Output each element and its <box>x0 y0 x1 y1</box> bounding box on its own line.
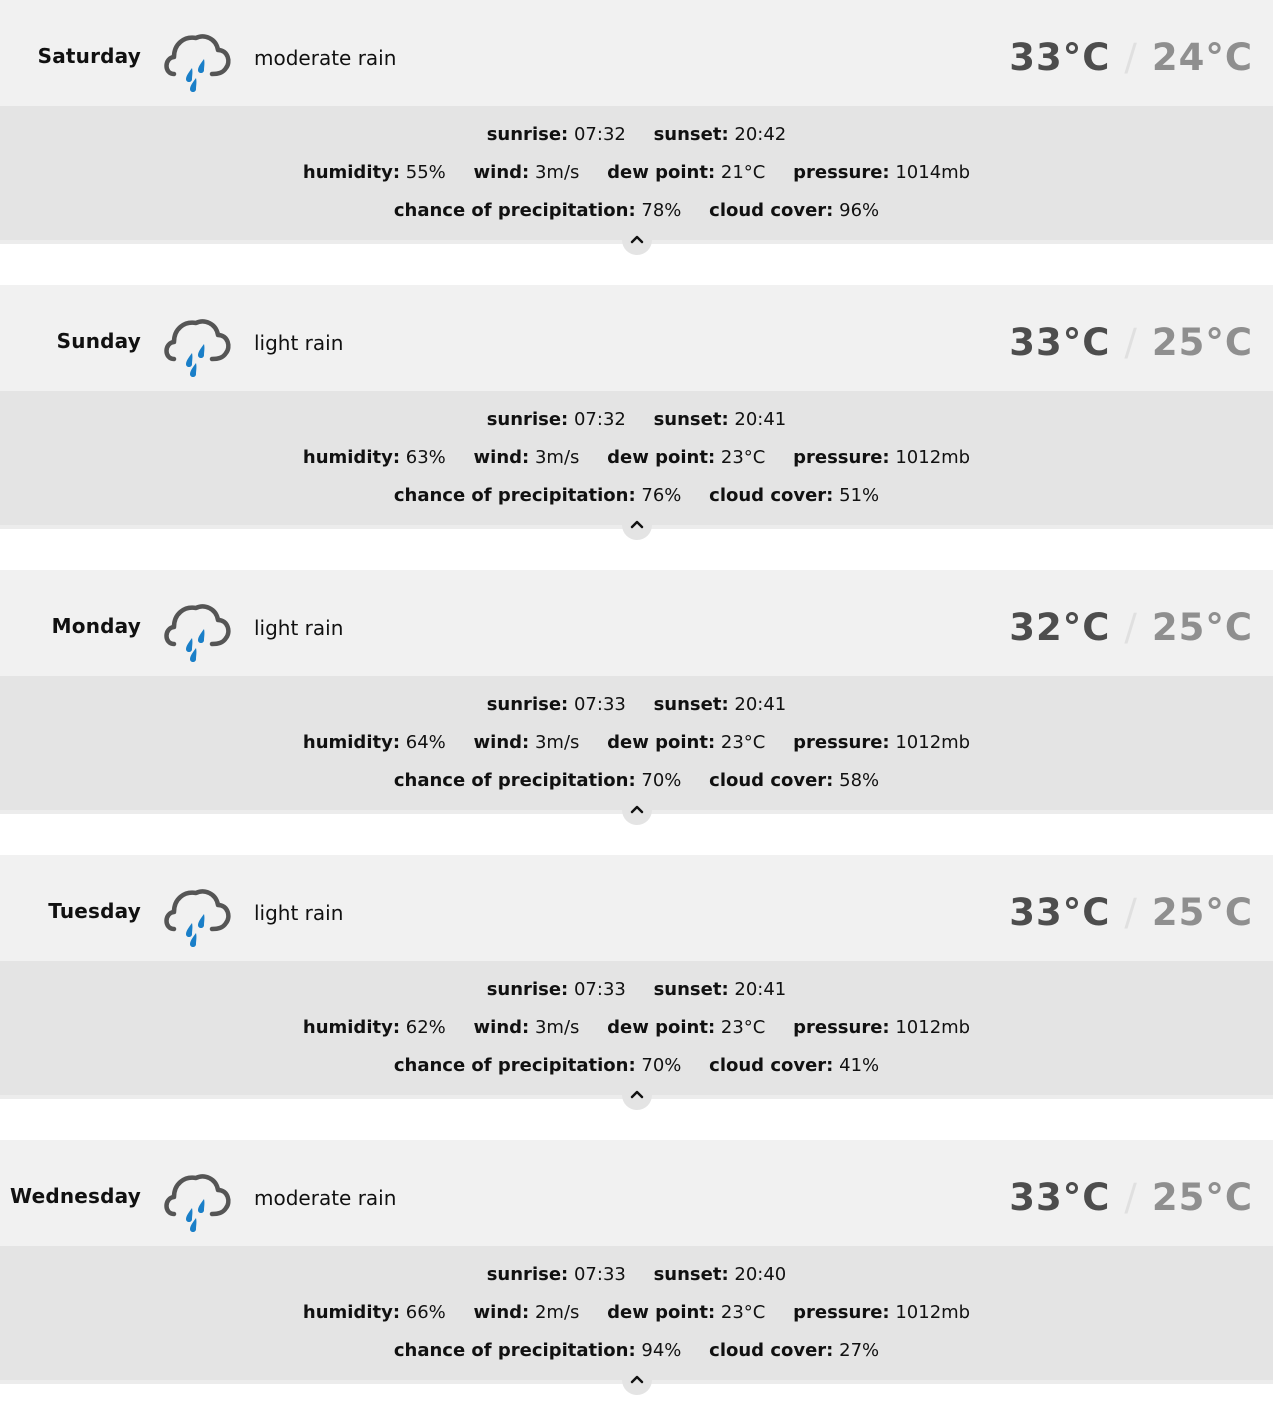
cloud-cover-label: cloud cover: <box>709 1055 834 1076</box>
sunset <box>654 979 787 1000</box>
rain-cloud-icon <box>160 883 234 949</box>
day-forecast <box>0 855 1273 1140</box>
cloud-cover-value: 96% <box>839 200 880 221</box>
collapse-toggle-button[interactable] <box>622 229 652 255</box>
humidity-value: 64% <box>405 732 446 753</box>
wind-label: wind: <box>473 162 530 183</box>
dew-point <box>607 1302 765 1323</box>
dew-point <box>607 162 765 183</box>
temp-separator: / <box>1124 321 1138 364</box>
chevron-up-icon <box>629 1373 645 1385</box>
sunrise <box>487 409 626 430</box>
cloud-cover-label: cloud cover: <box>709 485 834 506</box>
temp-high: 33°C <box>1009 1176 1111 1219</box>
precipitation-label: chance of precipitation: <box>393 485 636 506</box>
pressure-value: 1014mb <box>895 162 971 183</box>
details-row-precip <box>0 1055 1273 1076</box>
day-details <box>0 1246 1273 1384</box>
temp-separator: / <box>1124 1176 1138 1219</box>
details-row-sun <box>0 979 1273 1000</box>
sunset <box>654 409 787 430</box>
precipitation-chance <box>394 200 682 221</box>
collapse-toggle-button[interactable] <box>622 1369 652 1395</box>
collapse-toggle-button[interactable] <box>622 799 652 825</box>
humidity <box>303 732 446 753</box>
sunset-label: sunset: <box>653 979 729 1000</box>
sunrise-label: sunrise: <box>486 124 569 145</box>
sunrise <box>487 124 626 145</box>
cloud-cover-value: 41% <box>839 1055 880 1076</box>
details-row-sun <box>0 1264 1273 1285</box>
sunset-value: 20:41 <box>734 409 787 430</box>
sunrise <box>487 979 626 1000</box>
sunrise-label: sunrise: <box>486 694 569 715</box>
day-name: Monday <box>51 614 141 638</box>
pressure-value: 1012mb <box>895 1017 971 1038</box>
dew-point-value: 23°C <box>720 732 766 753</box>
day-details <box>0 961 1273 1099</box>
temp-low: 25°C <box>1151 606 1253 649</box>
wind <box>474 732 580 753</box>
day-name: Saturday <box>37 44 141 68</box>
temp-high: 33°C <box>1009 36 1111 79</box>
day-summary[interactable] <box>0 1140 1273 1246</box>
wind-label: wind: <box>473 1017 530 1038</box>
condition-text: light rain <box>254 331 344 355</box>
wind-label: wind: <box>473 732 530 753</box>
rain-cloud-icon <box>160 28 234 94</box>
sunset-label: sunset: <box>653 409 729 430</box>
temp-low: 24°C <box>1151 36 1253 79</box>
pressure-value: 1012mb <box>895 1302 971 1323</box>
details-row-sun <box>0 124 1273 145</box>
temperature-range <box>1009 1176 1253 1219</box>
cloud-cover-value: 51% <box>839 485 880 506</box>
precipitation-label: chance of precipitation: <box>393 1340 636 1361</box>
wind-value: 3m/s <box>534 162 580 183</box>
temperature-range <box>1009 891 1253 934</box>
sunrise-label: sunrise: <box>486 409 569 430</box>
sunset-value: 20:42 <box>734 124 787 145</box>
humidity-value: 62% <box>405 1017 446 1038</box>
collapse-toggle-button[interactable] <box>622 1084 652 1110</box>
humidity-label: humidity: <box>302 447 401 468</box>
humidity-value: 55% <box>405 162 446 183</box>
precipitation-value: 76% <box>641 485 682 506</box>
temp-low: 25°C <box>1151 321 1253 364</box>
temp-separator: / <box>1124 606 1138 649</box>
day-name: Tuesday <box>48 899 141 923</box>
wind <box>474 1017 580 1038</box>
cloud-cover-label: cloud cover: <box>709 770 834 791</box>
precipitation-label: chance of precipitation: <box>393 770 636 791</box>
day-name: Sunday <box>56 329 141 353</box>
cloud-cover <box>709 485 879 506</box>
sunrise-label: sunrise: <box>486 1264 569 1285</box>
temp-high: 33°C <box>1009 891 1111 934</box>
humidity-label: humidity: <box>302 732 401 753</box>
pressure-label: pressure: <box>793 1017 890 1038</box>
collapse-toggle-button[interactable] <box>622 514 652 540</box>
condition-text: moderate rain <box>254 46 397 70</box>
wind-value: 3m/s <box>534 732 580 753</box>
precipitation-chance <box>394 485 682 506</box>
pressure <box>793 732 970 753</box>
temp-high: 33°C <box>1009 321 1111 364</box>
humidity-label: humidity: <box>302 162 401 183</box>
condition-text: moderate rain <box>254 1186 397 1210</box>
day-summary[interactable] <box>0 570 1273 676</box>
humidity-label: humidity: <box>302 1302 401 1323</box>
wind-label: wind: <box>473 1302 530 1323</box>
temp-low: 25°C <box>1151 1176 1253 1219</box>
wind <box>474 1302 580 1323</box>
day-forecast <box>0 0 1273 285</box>
details-row-conditions <box>0 1017 1273 1038</box>
humidity-value: 63% <box>405 447 446 468</box>
precipitation-chance <box>394 1340 682 1361</box>
sunset <box>654 1264 787 1285</box>
details-row-conditions <box>0 447 1273 468</box>
precipitation-chance <box>394 770 682 791</box>
temp-separator: / <box>1124 36 1138 79</box>
day-summary[interactable] <box>0 285 1273 391</box>
sunrise-value: 07:33 <box>573 979 626 1000</box>
precipitation-chance <box>394 1055 682 1076</box>
details-row-precip <box>0 485 1273 506</box>
rain-cloud-icon <box>160 598 234 664</box>
wind <box>474 162 580 183</box>
temp-high: 32°C <box>1009 606 1111 649</box>
day-name: Wednesday <box>10 1184 141 1208</box>
precipitation-value: 78% <box>641 200 682 221</box>
sunrise-value: 07:32 <box>573 124 626 145</box>
rain-cloud-icon <box>160 1168 234 1234</box>
sunset <box>654 694 787 715</box>
cloud-cover <box>709 1340 879 1361</box>
precipitation-label: chance of precipitation: <box>393 1055 636 1076</box>
dew-point-value: 21°C <box>720 162 766 183</box>
humidity-label: humidity: <box>302 1017 401 1038</box>
dew-point-value: 23°C <box>720 1302 766 1323</box>
dew-point-label: dew point: <box>607 162 716 183</box>
precipitation-value: 70% <box>641 770 682 791</box>
day-details <box>0 106 1273 244</box>
chevron-up-icon <box>629 1088 645 1100</box>
pressure-value: 1012mb <box>895 732 971 753</box>
sunrise-label: sunrise: <box>486 979 569 1000</box>
cloud-cover-value: 58% <box>839 770 880 791</box>
wind-value: 3m/s <box>534 1017 580 1038</box>
pressure-label: pressure: <box>793 732 890 753</box>
dew-point-label: dew point: <box>607 447 716 468</box>
pressure <box>793 1017 970 1038</box>
wind-value: 2m/s <box>534 1302 580 1323</box>
cloud-cover-label: cloud cover: <box>709 200 834 221</box>
pressure <box>793 162 970 183</box>
pressure <box>793 447 970 468</box>
details-row-conditions <box>0 1302 1273 1323</box>
sunset-value: 20:41 <box>734 979 787 1000</box>
sunrise-value: 07:32 <box>573 409 626 430</box>
wind <box>474 447 580 468</box>
precipitation-value: 70% <box>641 1055 682 1076</box>
humidity <box>303 162 446 183</box>
details-row-sun <box>0 409 1273 430</box>
dew-point-value: 23°C <box>720 1017 766 1038</box>
day-forecast <box>0 285 1273 570</box>
dew-point-label: dew point: <box>607 732 716 753</box>
sunrise-value: 07:33 <box>573 1264 626 1285</box>
temperature-range <box>1009 321 1253 364</box>
chevron-up-icon <box>629 803 645 815</box>
temp-separator: / <box>1124 891 1138 934</box>
details-row-precip <box>0 200 1273 221</box>
cloud-cover <box>709 770 879 791</box>
sunrise <box>487 694 626 715</box>
dew-point <box>607 732 765 753</box>
details-row-precip <box>0 770 1273 791</box>
cloud-cover <box>709 1055 879 1076</box>
day-forecast <box>0 1140 1273 1425</box>
day-summary[interactable] <box>0 0 1273 106</box>
dew-point-label: dew point: <box>607 1017 716 1038</box>
details-row-conditions <box>0 162 1273 183</box>
precipitation-label: chance of precipitation: <box>393 200 636 221</box>
dew-point <box>607 1017 765 1038</box>
dew-point-value: 23°C <box>720 447 766 468</box>
humidity <box>303 1302 446 1323</box>
details-row-conditions <box>0 732 1273 753</box>
precipitation-value: 94% <box>641 1340 682 1361</box>
sunset-value: 20:40 <box>734 1264 787 1285</box>
sunset-value: 20:41 <box>734 694 787 715</box>
dew-point-label: dew point: <box>607 1302 716 1323</box>
temperature-range <box>1009 36 1253 79</box>
sunrise-value: 07:33 <box>573 694 626 715</box>
day-details <box>0 676 1273 814</box>
pressure-label: pressure: <box>793 162 890 183</box>
sunset <box>654 124 787 145</box>
rain-cloud-icon <box>160 313 234 379</box>
cloud-cover-label: cloud cover: <box>709 1340 834 1361</box>
day-summary[interactable] <box>0 855 1273 961</box>
sunset-label: sunset: <box>653 694 729 715</box>
temperature-range <box>1009 606 1253 649</box>
cloud-cover <box>709 200 879 221</box>
condition-text: light rain <box>254 901 344 925</box>
wind-label: wind: <box>473 447 530 468</box>
temp-low: 25°C <box>1151 891 1253 934</box>
sunset-label: sunset: <box>653 124 729 145</box>
dew-point <box>607 447 765 468</box>
sunset-label: sunset: <box>653 1264 729 1285</box>
humidity <box>303 1017 446 1038</box>
pressure-label: pressure: <box>793 447 890 468</box>
pressure-value: 1012mb <box>895 447 971 468</box>
details-row-precip <box>0 1340 1273 1361</box>
cloud-cover-value: 27% <box>839 1340 880 1361</box>
humidity <box>303 447 446 468</box>
wind-value: 3m/s <box>534 447 580 468</box>
sunrise <box>487 1264 626 1285</box>
pressure-label: pressure: <box>793 1302 890 1323</box>
chevron-up-icon <box>629 233 645 245</box>
humidity-value: 66% <box>405 1302 446 1323</box>
day-details <box>0 391 1273 529</box>
details-row-sun <box>0 694 1273 715</box>
condition-text: light rain <box>254 616 344 640</box>
day-forecast <box>0 570 1273 855</box>
chevron-up-icon <box>629 518 645 530</box>
pressure <box>793 1302 970 1323</box>
